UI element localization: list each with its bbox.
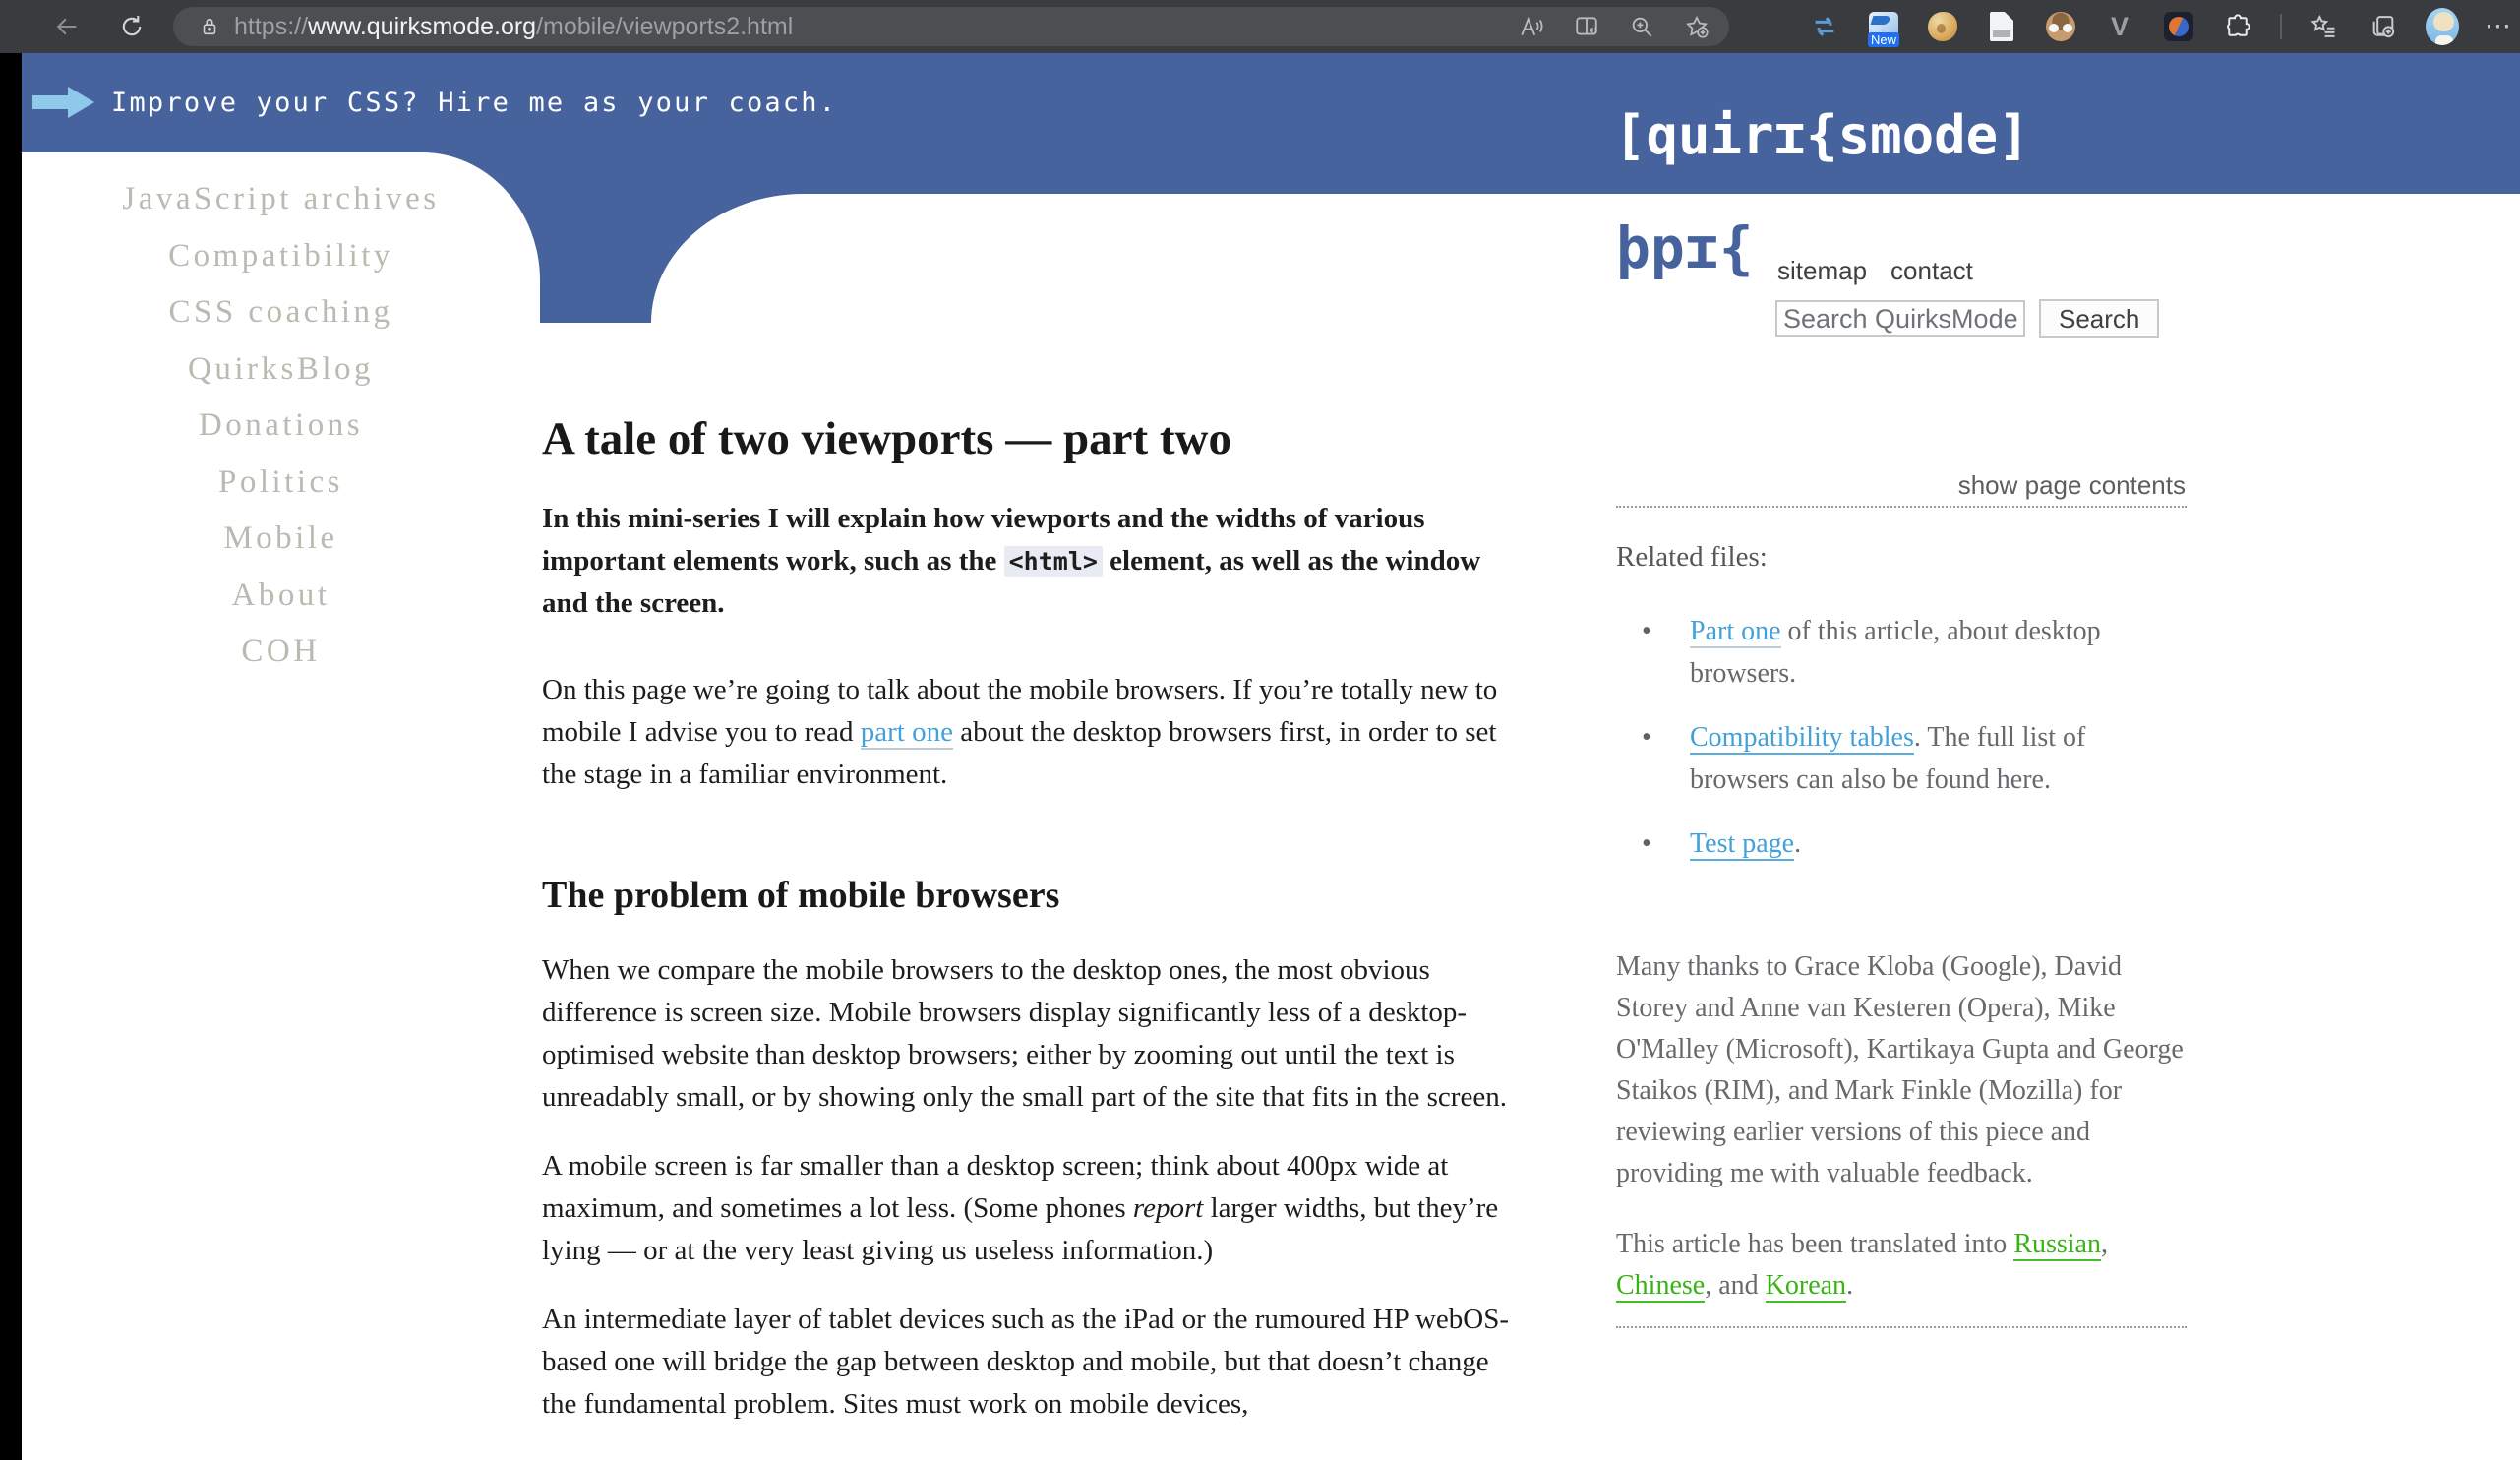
korean-translation-link[interactable]: Korean [1765,1270,1847,1301]
translations-sep: , [2101,1229,2108,1259]
ppk-small-logo: þpɪ{ [1616,214,1754,281]
sidebar-item-compatibility[interactable]: Compatibility [168,237,393,274]
lock-icon[interactable] [199,16,220,37]
part-one-link[interactable]: part one [860,716,953,748]
russian-translation-link[interactable]: Russian [2013,1229,2101,1259]
new-badge: New [1868,32,1899,47]
face-extension-icon[interactable] [2044,10,2077,43]
sidebar-item-about[interactable]: About [231,577,330,613]
test-page-link[interactable]: Test page [1690,828,1795,859]
article-paragraph [542,1145,1530,1272]
dotted-divider [1616,506,2187,508]
emphasis-text: report [1132,1192,1204,1224]
url-host: www.quirksmode.org [308,12,537,40]
dotted-divider [1616,1326,2187,1328]
article-paragraph [542,669,1530,796]
intro-text-1: In this mini-series I will explain how viewports and the widths of various important elements work, such as the [542,503,1425,577]
back-icon[interactable] [53,13,81,40]
translations-text [1616,1224,2196,1307]
list-item-text: of this article, about desktop browsers. [1690,616,2101,689]
toolbar-extensions [1808,0,2512,53]
paragraph-text: On this page we’re going to talk about the mobile browsers. If you’re totally new to mobile I advise you to read [542,674,1498,748]
sidebar-item-javascript-archives[interactable]: JavaScript archives [122,181,440,216]
improve-arrow-icon [32,85,95,120]
tab-swap-extension-icon[interactable] [1808,10,1841,43]
sidebar-nav [22,171,540,681]
add-favorite-icon[interactable] [1684,14,1710,39]
left-edge [0,53,22,1460]
contact-link[interactable]: contact [1890,256,1973,285]
intro-text-2: element, as well as the window and the screen. [542,545,1481,619]
sidebar-item-politics[interactable]: Politics [217,463,344,500]
paragraph-text: A mobile screen is far smaller than a desktop screen; think about 400px wide at maximum, and sometimes a lot less. (Some phones [542,1150,1449,1224]
coach-banner-text: Improve your CSS? Hire me as your coach. [111,87,838,118]
show-page-contents-link[interactable]: show page contents [1957,470,2186,500]
related-part-one-link[interactable]: Part one [1690,616,1781,646]
search-input[interactable] [1775,300,2025,337]
more-icon[interactable]: ⋯ [2485,11,2512,41]
related-files-title: Related files: [1616,541,1768,573]
document-extension-icon[interactable] [1985,10,2018,43]
cookie-extension-icon[interactable] [1926,10,1959,43]
extensions-icon[interactable] [2221,10,2254,43]
list-item [1616,822,2186,865]
article-paragraph: An intermediate layer of tablet devices such as the iPad or the rumoured HP webOS-based one will bridge the gap between desktop and mobile, but that doesn’t change the fundamental problem. Sites must work on mobile devices, [542,1304,1510,1420]
list-item [1616,610,2186,695]
translations-sep: , and [1705,1270,1766,1301]
toolbar-divider [2280,14,2282,39]
acknowledgements-text: Many thanks to Grace Kloba (Google), David Storey and Anne van Kesteren (Opera), Mike O'Malley (Microsoft), Kartikaya Gupta and George Staikos (RIM), and Mark Finkle (Mozilla) for reviewing earlier versions of this piece and providing me with valuable feedback. [1616,951,2184,1188]
collections-icon[interactable] [2367,10,2400,43]
sidebar-item-mobile[interactable]: Mobile [223,520,338,556]
sidebar-item-donations[interactable]: Donations [198,407,364,443]
url-text[interactable] [234,13,1519,41]
address-bar-actions [1519,14,1710,39]
zoom-in-icon[interactable] [1629,14,1654,39]
read-aloud-icon[interactable] [1519,14,1544,39]
new-extension-icon[interactable] [1867,10,1900,47]
translations-lead: This article has been translated into [1616,1229,2014,1259]
paragraph-text: about the desktop browsers first, in order to set the stage in a familiar environment. [542,716,1497,790]
search-button[interactable]: Search [2039,299,2159,338]
article-paragraph: When we compare the mobile browsers to the desktop ones, the most obvious difference is screen size. Mobile browsers display significantly less of a desktop-optimised website than desktop browsers; either by zooming out until the text is unreadably small, or by showing only the small part of the site that fits in the screen. [542,954,1507,1113]
bullet: • [1642,616,1651,646]
site-links [1777,256,1973,286]
quirksmode-logo: [quirɪ{smode] [1614,104,2030,166]
favorites-icon[interactable] [2308,10,2341,43]
sitemap-link[interactable]: sitemap [1777,256,1868,285]
html-code-tag: <html> [1004,546,1103,577]
v-extension-icon[interactable]: V [2110,12,2129,41]
compatibility-tables-link[interactable]: Compatibility tables [1690,722,1914,753]
globe-extension-icon[interactable] [2162,10,2195,43]
refresh-icon[interactable] [118,13,146,40]
list-item-text: . The full list of browsers can also be found here. [1690,722,2086,795]
immersive-reader-icon[interactable] [1574,14,1599,39]
paragraph-text: larger widths, but they’re lying — or at the very least giving us useless information.) [542,1192,1499,1266]
bullet: • [1642,828,1651,859]
address-bar[interactable] [173,7,1729,46]
list-item-text: . [1794,828,1802,859]
page-title: A tale of two viewports — part two [542,413,1231,464]
browser-toolbar [0,0,2520,53]
article [542,413,1530,1452]
sidebar-item-css-coaching[interactable]: CSS coaching [168,294,393,330]
bullet: • [1642,722,1651,753]
webpage [0,53,2520,1460]
list-item [1616,716,2186,801]
translations-end: . [1846,1270,1854,1301]
search-row [1775,299,2159,338]
related-files-list [1616,610,2186,886]
url-scheme: https:// [234,12,309,40]
section-heading: The problem of mobile browsers [542,875,1060,916]
profile-avatar[interactable] [2426,10,2459,43]
coach-banner[interactable] [32,81,837,124]
url-path: /mobile/viewports2.html [536,12,794,40]
sidebar-item-quirksblog[interactable]: QuirksBlog [187,350,374,387]
article-intro [542,498,1530,625]
chinese-translation-link[interactable]: Chinese [1616,1270,1706,1301]
sidebar-item-coh[interactable]: COH [241,634,321,669]
